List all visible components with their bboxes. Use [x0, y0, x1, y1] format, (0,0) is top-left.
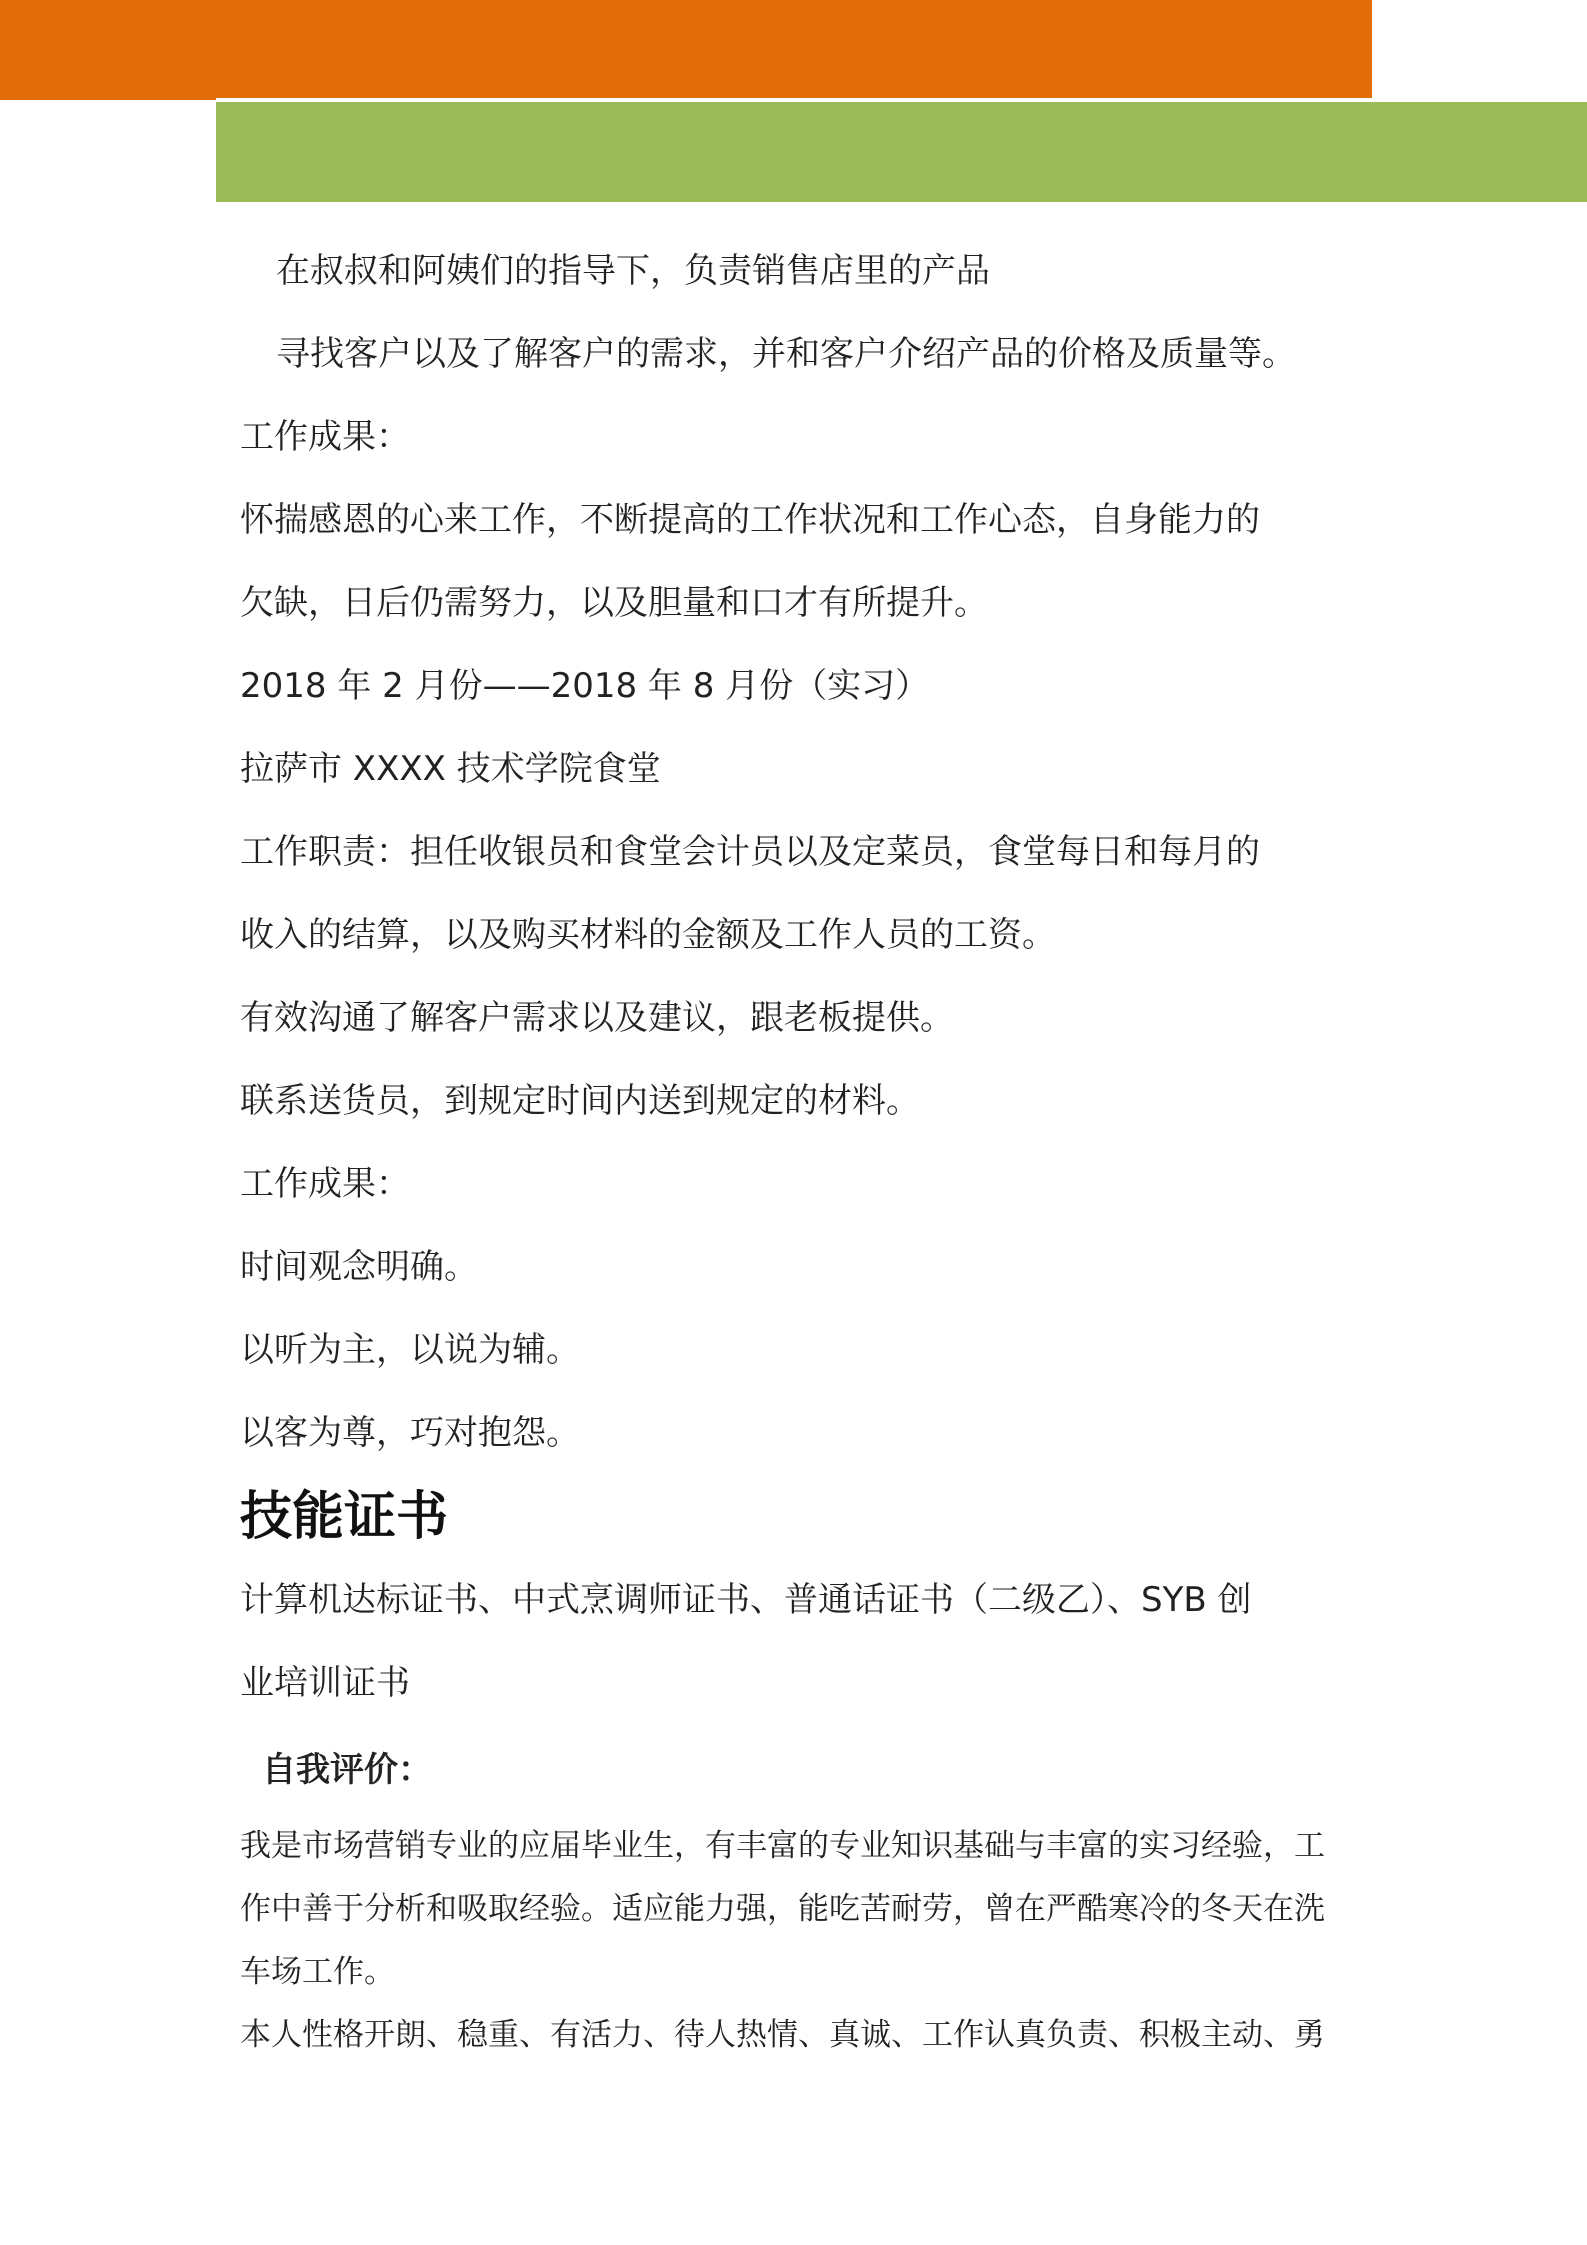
experience-company: 拉萨市 XXXX 技术学院食堂	[240, 749, 661, 789]
duty-line: 在叔叔和阿姨们的指导下，负责销售店里的产品	[276, 251, 990, 291]
skills-heading: 技能证书	[240, 1487, 449, 1547]
responsibility-line: 工作职责：担任收银员和食堂会计员以及定菜员，食堂每日和每月的	[240, 832, 1260, 872]
resume-content	[240, 230, 1380, 2067]
skills-text: 业培训证书	[240, 1663, 410, 1703]
result-label: 工作成果：	[240, 1164, 410, 1204]
header-green-bar	[216, 98, 1587, 202]
header-orange-bar	[0, 0, 1372, 100]
result-item: 以听为主，以说为辅。	[240, 1330, 580, 1370]
responsibility-line: 有效沟通了解客户需求以及建议，跟老板提供。	[240, 998, 954, 1038]
result-label: 工作成果：	[240, 417, 410, 457]
result-item: 以客为尊，巧对抱怨。	[240, 1413, 580, 1453]
self-evaluation-line: 我是市场营销专业的应届毕业生，有丰富的专业知识基础与丰富的实习经验，工	[240, 1828, 1325, 1864]
self-evaluation-line: 本人性格开朗、稳重、有活力、待人热情、真诚、工作认真负责、积极主动、勇	[240, 2017, 1325, 2053]
experience-period: 2018 年 2 月份——2018 年 8 月份（实习）	[240, 666, 930, 706]
responsibility-line: 收入的结算，以及购买材料的金额及工作人员的工资。	[240, 915, 1056, 955]
self-evaluation-line: 作中善于分析和吸取经验。适应能力强，能吃苦耐劳，曾在严酷寒冷的冬天在洗	[240, 1891, 1325, 1927]
responsibility-line: 联系送货员，到规定时间内送到规定的材料。	[240, 1081, 920, 1121]
skills-text: 计算机达标证书、中式烹调师证书、普通话证书（二级乙）、SYB 创	[240, 1580, 1252, 1620]
result-item: 时间观念明确。	[240, 1247, 478, 1287]
result-text: 怀揣感恩的心来工作，不断提高的工作状况和工作心态，自身能力的	[240, 500, 1260, 540]
result-text: 欠缺，日后仍需努力，以及胆量和口才有所提升。	[240, 583, 988, 623]
self-evaluation-line: 车场工作。	[240, 1954, 395, 1990]
duty-line: 寻找客户以及了解客户的需求，并和客户介绍产品的价格及质量等。	[276, 334, 1296, 374]
self-evaluation-heading: 自我评价：	[262, 1750, 432, 1790]
